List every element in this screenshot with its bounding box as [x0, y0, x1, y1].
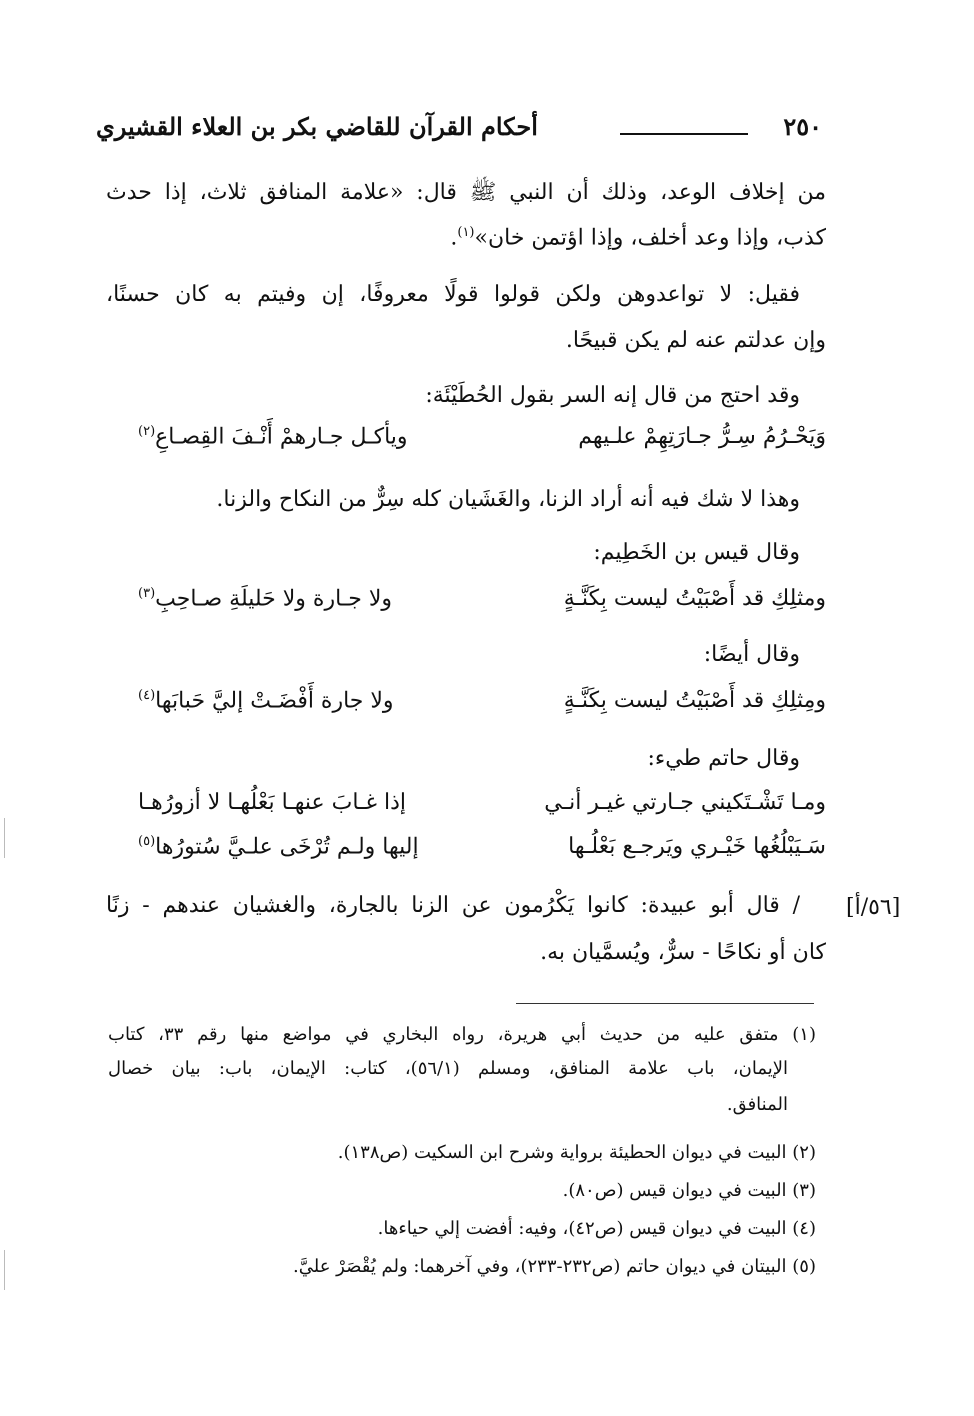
footnote-ref: (٤): [138, 688, 156, 703]
header-rule: [620, 133, 748, 135]
verse-hemistich-second: [138, 834, 419, 859]
footnote-separator: [516, 1003, 814, 1004]
verse-hemistich-first: وَيَحْـرُمُ سِـرُّ جـارَتِهِمْ علـيهم: [578, 424, 826, 449]
body-text: إليها ولـم تُرْخَى علـيَّ سُتورُها: [155, 834, 419, 860]
footnote-ref: (١): [457, 225, 475, 240]
verse-hemistich-second: [138, 586, 392, 611]
verse-hemistich-second: [138, 688, 394, 713]
footnote-ref: (٢): [138, 424, 156, 439]
manuscript-folio-marker: [٥٦/أ]: [846, 895, 901, 920]
footnote-line: المنافق.: [726, 1094, 788, 1115]
scan-edge-mark: [4, 1250, 5, 1290]
body-line: وهذا لا شك فيه أنه أراد الزنا، والغَشَيان كله سِرٌّ من النكاح والزنا.: [216, 487, 800, 512]
footnote-line: الإيمان، باب علامة المنافق، ومسلم (٥٦/١)، كتاب: الإيمان، باب: بيان خصال: [108, 1058, 788, 1079]
verse-hemistich-second: [138, 424, 408, 449]
verse-hemistich-first: ومـا تَشْـتَكيني جـارتي غيـر أنـي: [544, 790, 826, 815]
body-text: ولا جارة أَفْضَـتْ إليَّ حَبابَها: [155, 688, 394, 714]
body-line: وقال حاتم طيء:: [647, 746, 800, 771]
body-line: كان أو نكاحًا - سرٌّ، ويُسمَّيان به.: [540, 940, 826, 965]
verse-hemistich-first: سَـيَبْلُغُها خَيْـري ويَرجـع بَعْلُـها: [568, 834, 826, 859]
footnote-ref: (٥): [138, 834, 156, 849]
verse-hemistich-first: ومثلِكِ قد أَصْبَيْتُ ليست بِكَنَّـةٍ: [563, 586, 826, 611]
body-text: ويأكـل جـارهمْ أَنْـفَ القِصـاعِ: [155, 424, 408, 450]
body-line: وإن عدلتم عنه لم يكن قبيحًا.: [565, 328, 826, 353]
footnote-ref: (٣): [138, 586, 156, 601]
body-text: ولا جـارة ولا حَليلَةِ صـاحِبِ: [155, 586, 392, 612]
body-text: .: [450, 225, 458, 251]
footnote-line: (٤) البيت في ديوان قيس (ص٤٢)، وفيه: أفضت إلي حياءها.: [377, 1218, 816, 1239]
body-line: / قال أبو عبيدة: كانوا يَكْرُمون عن الزنا بالجارة، والغشيان عندهم - زنًا: [106, 893, 800, 918]
scan-edge-mark: [4, 818, 5, 858]
body-line: من إخلاف الوعد، وذلك أن النبي ﷺ قال: «علامة المنافق ثلاث، إذا حدث: [106, 180, 826, 205]
body-line: [450, 225, 826, 250]
verse-hemistich-second: إذا غـابَ عنهـا بَعْلُهـا لا أزورُهـا: [138, 790, 406, 815]
footnote-line: (٢) البيت في ديوان الحطيئة برواية وشرح ابن السكيت (ص١٣٨).: [337, 1142, 816, 1163]
body-line: وقال قيس بن الخَطِيم:: [593, 540, 800, 565]
body-text: كذب، وإذا وعد أخلف، وإذا اؤتمن خان»: [474, 225, 826, 251]
footnote-line: (٥) البيتان في ديوان حاتم (ص٢٣٢-٢٣٣)، وفي آخرهما: ولم يُقْصَرْ عليَّ.: [293, 1256, 816, 1277]
footnote-line: (٣) البيت في ديوان قيس (ص٨٠).: [562, 1180, 816, 1201]
page-number: ٢٥٠: [783, 112, 822, 141]
footnote-line: (١) متفق عليه من حديث أبي هريرة، رواه البخاري في مواضع منها رقم ٣٣، كتاب: [108, 1024, 816, 1045]
body-line: وقال أيضًا:: [703, 642, 800, 667]
body-line: وقد احتج من قال إنه السر بقول الحُطَيْئَة:: [425, 383, 800, 408]
verse-hemistich-first: ومِثلِكِ قد أَصْبَيْتُ ليست بِكَنَّـةٍ: [563, 688, 826, 713]
body-line: فقيل: لا تواعدوهن ولكن قولوا قولًا معروفًا، إن وفيتم به كان حسنًا،: [106, 282, 800, 307]
running-header: [96, 112, 822, 152]
running-title: أحكام القرآن للقاضي بكر بن العلاء القشيري: [96, 112, 538, 141]
